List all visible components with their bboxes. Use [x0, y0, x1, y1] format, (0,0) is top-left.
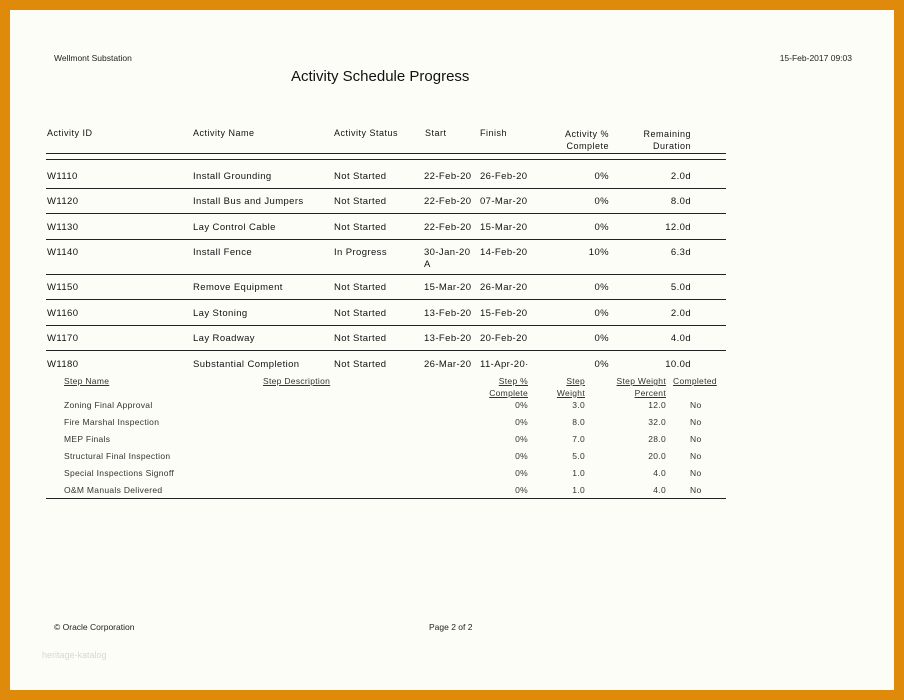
activity-finish: 15-Mar-20	[480, 222, 528, 233]
watermark: heritage-katalog	[42, 650, 107, 660]
col-remaining-line2: Duration	[652, 141, 691, 151]
step-pct-complete: 0%	[515, 451, 528, 461]
step-name: Structural Final Inspection	[64, 451, 171, 461]
activity-pct-complete: 0%	[594, 196, 609, 207]
report-page	[10, 10, 894, 690]
step-weight: 7.0	[572, 434, 585, 444]
step-weight-percent: 20.0	[648, 451, 666, 461]
step-weight: 1.0	[572, 468, 585, 478]
step-col-pct-line2: Complete	[489, 387, 528, 398]
activity-id: W1150	[47, 282, 79, 293]
row-divider	[46, 213, 726, 214]
step-col-weight	[545, 376, 585, 399]
activity-finish: 20-Feb-20	[480, 333, 528, 344]
row-divider	[46, 325, 726, 326]
step-pct-complete: 0%	[515, 400, 528, 410]
activity-pct-complete: 0%	[594, 359, 609, 370]
col-activity-pct	[540, 128, 609, 152]
step-weight: 3.0	[572, 400, 585, 410]
activity-finish: 26-Feb-20	[480, 171, 528, 182]
activity-remaining-duration: 6.3d	[670, 247, 691, 258]
activity-pct-complete: 0%	[594, 308, 609, 319]
table-bottom-rule	[46, 498, 726, 499]
row-divider	[46, 188, 726, 189]
step-name: Fire Marshal Inspection	[64, 417, 160, 427]
activity-name: Install Bus and Jumpers	[193, 196, 304, 207]
activity-finish: 07-Mar-20	[480, 196, 528, 207]
step-weight: 8.0	[572, 417, 585, 427]
activity-status: Not Started	[334, 359, 387, 370]
activity-id: W1160	[47, 308, 79, 319]
col-activity-pct-line1: Activity %	[564, 129, 609, 139]
step-completed: No	[690, 400, 702, 410]
activity-pct-complete: 0%	[594, 222, 609, 233]
activity-remaining-duration: 2.0d	[670, 308, 691, 319]
activity-remaining-duration: 8.0d	[670, 196, 691, 207]
activity-id: W1130	[47, 222, 79, 233]
activity-status: Not Started	[334, 282, 387, 293]
row-divider	[46, 239, 726, 240]
activity-remaining-duration: 10.0d	[665, 359, 691, 370]
col-activity-id: Activity ID	[47, 128, 93, 138]
col-remaining-line1: Remaining	[643, 129, 691, 139]
activity-name: Install Fence	[193, 247, 253, 258]
report-timestamp: 15-Feb-2017 09:03	[779, 53, 852, 63]
col-activity-name: Activity Name	[193, 128, 255, 138]
step-name: O&M Manuals Delivered	[64, 485, 163, 495]
step-col-completed: Completed	[673, 376, 717, 386]
activity-pct-complete: 0%	[594, 282, 609, 293]
activity-finish: 11-Apr-20·	[480, 359, 529, 370]
activity-id: W1120	[47, 196, 79, 207]
activity-remaining-duration: 2.0d	[670, 171, 691, 182]
activity-id: W1140	[47, 247, 79, 258]
col-activity-pct-line2: Complete	[566, 141, 609, 151]
step-pct-complete: 0%	[515, 417, 528, 427]
activity-pct-complete: 0%	[594, 333, 609, 344]
activity-status: Not Started	[334, 308, 387, 319]
activity-pct-complete: 0%	[594, 171, 609, 182]
header-rule-bottom	[46, 159, 726, 160]
step-weight: 1.0	[572, 485, 585, 495]
activity-name: Substantial Completion	[193, 359, 300, 370]
step-name: Zoning Final Approval	[64, 400, 153, 410]
step-weight-percent: 4.0	[653, 468, 666, 478]
activity-remaining-duration: 12.0d	[665, 222, 691, 233]
activity-start: 13-Feb-20	[424, 333, 472, 344]
activity-remaining-duration: 4.0d	[670, 333, 691, 344]
step-completed: No	[690, 434, 702, 444]
activity-start: 13-Feb-20	[424, 308, 472, 319]
activity-start: 30-Jan-20	[424, 247, 471, 258]
step-col-weight-percent	[602, 376, 666, 399]
activity-name: Lay Stoning	[193, 308, 248, 319]
activity-pct-complete: 10%	[588, 247, 609, 258]
activity-start: 22-Feb-20	[424, 222, 472, 233]
row-divider	[46, 274, 726, 275]
step-col-pct-line1: Step %	[498, 376, 528, 386]
step-col-wpct-line1: Step Weight	[616, 376, 666, 386]
activity-start-actual-flag: A	[424, 259, 431, 270]
step-name: MEP Finals	[64, 434, 111, 444]
step-pct-complete: 0%	[515, 434, 528, 444]
activity-remaining-duration: 5.0d	[670, 282, 691, 293]
page-number: Page 2 of 2	[429, 622, 473, 632]
activity-name: Lay Roadway	[193, 333, 255, 344]
col-finish: Finish	[480, 128, 508, 138]
project-name: Wellmont Substation	[54, 53, 132, 63]
step-name: Special Inspections Signoff	[64, 468, 175, 478]
row-divider	[46, 299, 726, 300]
step-completed: No	[690, 451, 702, 461]
step-completed: No	[690, 468, 702, 478]
step-weight-percent: 32.0	[648, 417, 666, 427]
col-start: Start	[425, 128, 447, 138]
report-title: Activity Schedule Progress	[291, 68, 470, 85]
col-remaining-duration	[616, 128, 691, 152]
activity-finish: 15-Feb-20	[480, 308, 528, 319]
step-completed: No	[690, 485, 702, 495]
activity-status: Not Started	[334, 171, 387, 182]
activity-finish: 26-Mar-20	[480, 282, 528, 293]
activity-status: In Progress	[334, 247, 387, 258]
row-divider	[46, 350, 726, 351]
header-rule-top	[46, 153, 726, 154]
copyright: © Oracle Corporation	[54, 622, 135, 632]
activity-start: 15-Mar-20	[424, 282, 472, 293]
activity-status: Not Started	[334, 196, 387, 207]
step-col-pct	[480, 376, 528, 399]
step-col-weight-line1: Step	[566, 376, 585, 386]
step-weight-percent: 12.0	[648, 400, 666, 410]
step-completed: No	[690, 417, 702, 427]
activity-name: Remove Equipment	[193, 282, 283, 293]
activity-finish: 14-Feb-20	[480, 247, 528, 258]
activity-id: W1110	[47, 171, 78, 182]
step-col-name: Step Name	[64, 376, 110, 386]
activity-start: 22-Feb-20	[424, 171, 472, 182]
activity-status: Not Started	[334, 222, 387, 233]
step-weight-percent: 4.0	[653, 485, 666, 495]
activity-name: Lay Control Cable	[193, 222, 276, 233]
activity-start: 22-Feb-20	[424, 196, 472, 207]
step-weight-percent: 28.0	[648, 434, 666, 444]
step-col-weight-line2: Weight	[556, 387, 585, 398]
step-col-wpct-line2: Percent	[634, 387, 666, 398]
step-pct-complete: 0%	[515, 485, 528, 495]
activity-start: 26-Mar-20	[424, 359, 472, 370]
step-col-description: Step Description	[263, 376, 331, 386]
activity-id: W1170	[47, 333, 79, 344]
step-pct-complete: 0%	[515, 468, 528, 478]
activity-id: W1180	[47, 359, 79, 370]
activity-name: Install Grounding	[193, 171, 272, 182]
step-weight: 5.0	[572, 451, 585, 461]
activity-status: Not Started	[334, 333, 387, 344]
col-activity-status: Activity Status	[334, 128, 399, 138]
